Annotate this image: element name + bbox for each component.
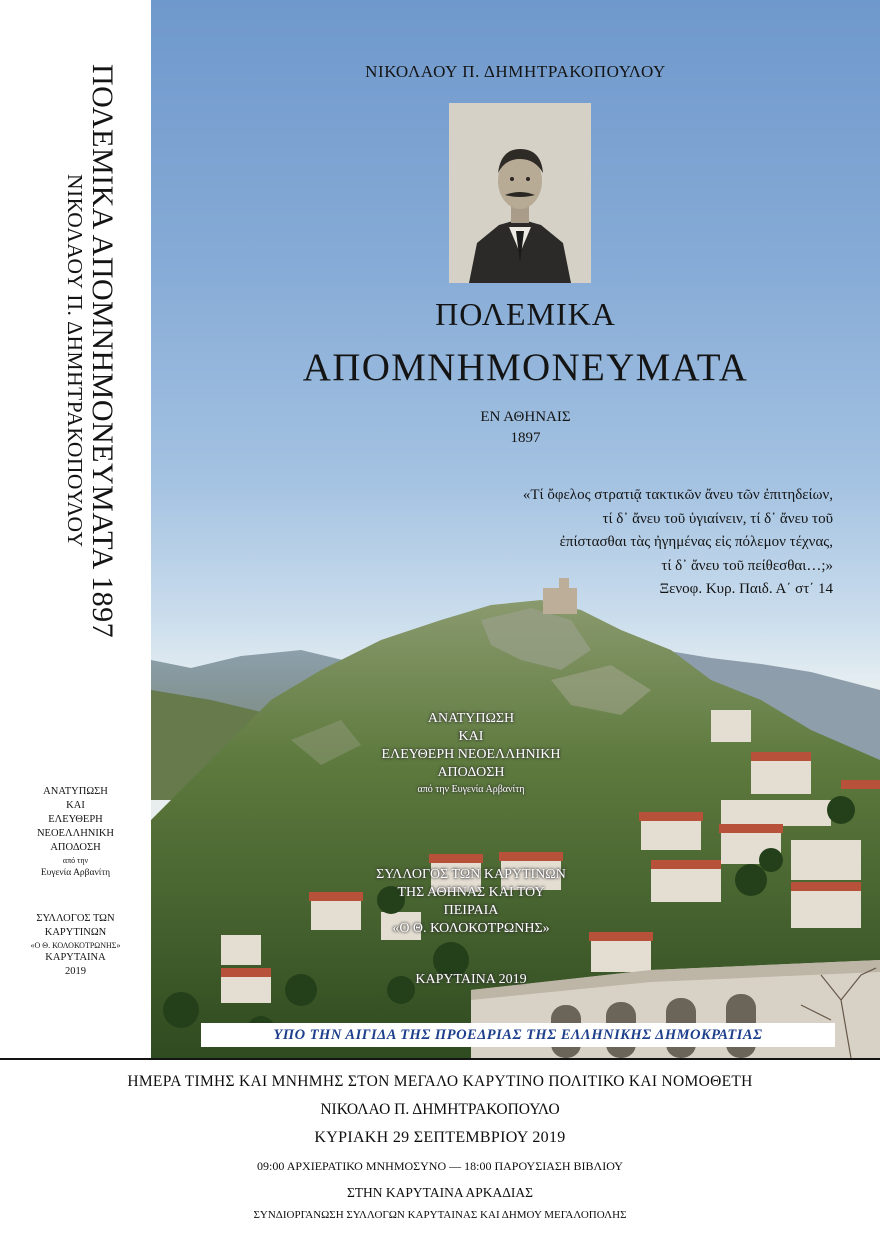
spine-author: ΝΙΚΟΛΑΟΥ Π. ΔΗΜΗΤΡΑΚΟΠΟΥΛΟΥ [63,174,87,548]
cover-year: 1897 [510,430,541,446]
event-schedule: 09:00 ΑΡΧΙΕΡΑΤΙΚΟ ΜΝΗΜΟΣΥΝΟ — 18:00 ΠΑΡΟΥΣΙΑΣΗ ΒΙΒΛΙΟΥ [257,1159,623,1173]
event-organizers: ΣΥΝΔΙΟΡΓΑΝΩΣΗ ΣΥΛΛΟΓΩΝ ΚΑΡΥΤΑΙΝΑΣ ΚΑΙ ΔΗΜΟΥ ΜΕΓΑΛΟΠΟΛΗΣ [253,1209,627,1221]
cover-reprint-note: ΑΝΑΤΥΠΩΣΗ ΚΑΙ ΕΛΕΥΘΕΡΗ ΝΕΟΕΛΛΗΝΙΚΗ ΑΠΟΔΟΣΗ από την Ευγενία Αρβανίτη [381,711,561,795]
author-portrait [449,103,591,283]
spine-reprint-note: ΑΝΑΤΥΠΩΣΗ ΚΑΙ ΕΛΕΥΘΕΡΗ ΝΕΟΕΛΛΗΝΙΚΗ ΑΠΟΔΟΣΗ από την Ευγενία Αρβανίτη [36,786,115,878]
cover-author: ΝΙΚΟΛΑΟΥ Π. ΔΗΜΗΤΡΑΚΟΠΟΥΛΟΥ [365,62,666,81]
patronage-banner: ΥΠΟ ΤΗΝ ΑΙΓΙΔΑ ΤΗΣ ΠΡΟΕΔΡΙΑΣ ΤΗΣ ΕΛΛΗΝΙΚΗΣ ΔΗΜΟΚΡΑΤΙΑΣ [201,1023,835,1047]
event-date: ΚΥΡΙΑΚΗ 29 ΣΕΠΤΕΜΒΡΙΟΥ 2019 [314,1129,566,1146]
cover-title-line1: ΠΟΛΕΜΙΚΑ [435,296,616,332]
cover-place: ΕΝ ΑΘΗΝΑΙΣ [480,409,571,425]
book-spine [0,0,151,1058]
spine-publisher: ΣΥΛΛΟΓΟΣ ΤΩΝ ΚΑΡΥΤΙΝΩΝ «Ο Θ. ΚΟΛΟΚΟΤΡΩΝΗΣ» ΚΑΡΥΤΑΙΝΑ 2019 [30,913,121,977]
event-venue: ΣΤΗΝ ΚΑΡΥΤΑΙΝΑ ΑΡΚΑΔΙΑΣ [346,1185,534,1200]
cover-city-year: ΚΑΡΥΤΑΙΝΑ 2019 [415,972,527,987]
front-cover [151,0,880,1058]
event-headline: ΗΜΕΡΑ ΤΙΜΗΣ ΚΑΙ ΜΝΗΜΗΣ ΣΤΟΝ ΜΕΓΑΛΟ ΚΑΡΥΤΙΝΟ ΠΟΛΙΤΙΚΟ ΚΑΙ ΝΟΜΟΘΕΤΗ [127,1073,753,1090]
spine-title: ΠΟΛΕΜΙΚΑ ΑΠΟΜΝΗΜΟΝΕΥΜΑΤΑ 1897 [86,64,119,639]
divider-line [0,1058,880,1060]
cover-title-line2: ΑΠΟΜΝΗΜΟΝΕΥΜΑΤΑ [302,346,749,389]
event-honoree: ΝΙΚΟΛΑΟ Π. ΔΗΜΗΤΡΑΚΟΠΟΥΛΟ [320,1101,560,1118]
xenophon-quote: «Τί ὄφελος στρατιᾷ τακτικῶν ἄνευ τῶν ἐπιτηδείων, τί δ᾽ ἄνευ τοῦ ὑγιαίνειν, τί δ᾽ ἄνευ τοῦ ἐπίστασθαι τὰς ἠγημένας εἰς πόλεμον τέχνας, τί δ᾽ ἄνευ τοῦ πείθεσθαι…;» Ξενοφ. Κυρ. Παιδ. Α΄ στ΄ 14 [522,487,833,597]
cover-publisher: ΣΥΛΛΟΓΟΣ ΤΩΝ ΚΑΡΥΤΙΝΩΝ ΤΗΣ ΑΘΗΝΑΣ ΚΑΙ ΤΟΥ ΠΕΙΡΑΙΑ «Ο Θ. ΚΟΛΟΚΟΤΡΩΝΗΣ» [376,867,566,936]
